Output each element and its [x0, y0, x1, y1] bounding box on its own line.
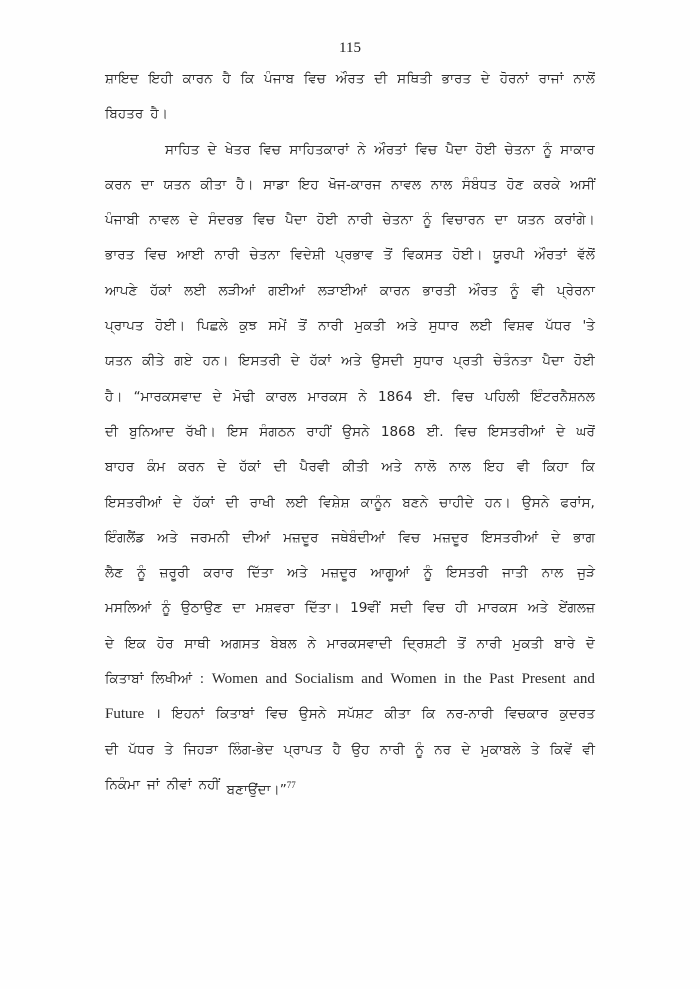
text-line: ਬਾਹਰ ਕੰਮ ਕਰਨ ਦੇ ਹੱਕਾਂ ਦੀ ਪੈਰਵੀ ਕੀਤੀ ਅਤੇ ਨਾਲੋ ਨਾਲ ਇਹ ਵੀ ਕਿਹਾ ਕਿ: [105, 459, 595, 476]
text-line: ਆਪਣੇ ਹੱਕਾਂ ਲਈ ਲੜੀਆਂ ਗਈਆਂ ਲੜਾਈਆਂ ਕਾਰਨ ਭਾਰਤੀ ਔਰਤ ਨੂੰ ਵੀ ਪ੍ਰੇਰਨਾ: [105, 282, 595, 299]
page-number: 115: [339, 40, 361, 56]
text-line: ਇੰਗਲੈਂਡ ਅਤੇ ਜਰਮਨੀ ਦੀਆਂ ਮਜ਼ਦੂਰ ਜਥੇਬੰਦੀਆਂ ਵਿਚ ਮਜ਼ਦੂਰ ਇਸਤਰੀਆਂ ਦੇ ਭਾਗ: [105, 529, 595, 546]
text-line: ਮਸਲਿਆਂ ਨੂੰ ਉਠਾਉਣ ਦਾ ਮਸ਼ਵਰਾ ਦਿੱਤਾ। 19ਵੀਂ ਸਦੀ ਵਿਚ ਹੀ ਮਾਰਕਸ ਅਤੇ ਏਂਗਲਜ਼: [105, 600, 595, 617]
text-line: ਲੈਣ ਨੂੰ ਜ਼ਰੂਰੀ ਕਰਾਰ ਦਿੱਤਾ ਅਤੇ ਮਜ਼ਦੂਰ ਆਗੂਆਂ ਨੂੰ ਇਸਤਰੀ ਜਾਤੀ ਨਾਲ ਜੁੜੇ: [105, 565, 595, 582]
text-line: ਬਿਹਤਰ ਹੈ।: [105, 106, 168, 123]
text-line: ਹੈ। “ਮਾਰਕਸਵਾਦ ਦੇ ਮੋਢੀ ਕਾਰਲ ਮਾਰਕਸ ਨੇ 1864 ਈ. ਵਿਚ ਪਹਿਲੀ ਇੰਟਰਨੈਸ਼ਨਲ: [105, 388, 595, 405]
paragraph: [105, 133, 595, 804]
text-line: ਯਤਨ ਕੀਤੇ ਗਏ ਹਨ। ਇਸਤਰੀ ਦੇ ਹੱਕਾਂ ਅਤੇ ਉਸਦੀ ਸੁਧਾਰ ਪ੍ਰਤੀ ਚੇਤੰਨਤਾ ਪੈਦਾ ਹੋਈ: [105, 353, 595, 370]
text-line: ਨਿਕੰਮਾ ਜਾਂ ਨੀਵਾਂ ਨਹੀਂ ਬਣਾਉਂਦਾ।”$^{77}$: [105, 776, 296, 798]
text-line: ਕਰਨ ਦਾ ਯਤਨ ਕੀਤਾ ਹੈ। ਸਾਡਾ ਇਹ ਖੋਜ-ਕਾਰਜ ਨਾਵਲ ਨਾਲ ਸੰਬੰਧਤ ਹੋਣ ਕਰਕੇ ਅਸੀਂ: [105, 176, 595, 193]
paragraph: [105, 62, 595, 133]
text-line: ਪੰਜਾਬੀ ਨਾਵਲ ਦੇ ਸੰਦਰਭ ਵਿਚ ਪੈਦਾ ਹੋਈ ਨਾਰੀ ਚੇਤਨਾ ਨੂੰ ਵਿਚਾਰਨ ਦਾ ਯਤਨ ਕਰਾਂਗੇ।: [105, 212, 595, 229]
text-line: ਪ੍ਰਾਪਤ ਹੋਈ। ਪਿਛਲੇ ਕੁਝ ਸਮੇਂ ਤੋਂ ਨਾਰੀ ਮੁਕਤੀ ਅਤੇ ਸੁਧਾਰ ਲਈ ਵਿਸ਼ਵ ਪੱਧਰ 'ਤੇ: [105, 318, 595, 335]
text-line: Future । ਇਹਨਾਂ ਕਿਤਾਬਾਂ ਵਿਚ ਉਸਨੇ ਸਪੱਸ਼ਟ ਕੀਤਾ ਕਿ ਨਰ-ਨਾਰੀ ਵਿਚਕਾਰ ਕੁਦਰਤ: [105, 706, 595, 723]
body-text: [105, 62, 595, 803]
text-line: ਦੀ ਬੁਨਿਆਦ ਰੱਖੀ। ਇਸ ਸੰਗਠਨ ਰਾਹੀਂ ਉਸਨੇ 1868 ਈ. ਵਿਚ ਇਸਤਰੀਆਂ ਦੇ ਘਰੋਂ: [105, 423, 595, 440]
text-line: ਸਾਹਿਤ ਦੇ ਖੇਤਰ ਵਿਚ ਸਾਹਿਤਕਾਰਾਂ ਨੇ ਔਰਤਾਂ ਵਿਚ ਪੈਦਾ ਹੋਈ ਚੇਤਨਾ ਨੂੰ ਸਾਕਾਰ: [165, 141, 595, 158]
text-line: ਕਿਤਾਬਾਂ ਲਿਖੀਆਂ : Women and Socialism and Women in the Past Present and: [105, 671, 595, 688]
text-line: ਸ਼ਾਇਦ ਇਹੀ ਕਾਰਨ ਹੈ ਕਿ ਪੰਜਾਬ ਵਿਚ ਔਰਤ ਦੀ ਸਥਿਤੀ ਭਾਰਤ ਦੇ ਹੋਰਨਾਂ ਰਾਜਾਂ ਨਾਲੋਂ: [105, 71, 595, 87]
text-line: ਭਾਰਤ ਵਿਚ ਆਈ ਨਾਰੀ ਚੇਤਨਾ ਵਿਦੇਸ਼ੀ ਪ੍ਰਭਾਵ ਤੋਂ ਵਿਕਸਤ ਹੋਈ। ਯੂਰਪੀ ਔਰਤਾਂ ਵੱਲੋਂ: [105, 247, 595, 264]
text-line: ਦੇ ਇਕ ਹੋਰ ਸਾਥੀ ਅਗਸਤ ਬੇਬਲ ਨੇ ਮਾਰਕਸਵਾਦੀ ਦ੍ਰਿਸ਼ਟੀ ਤੋਂ ਨਾਰੀ ਮੁਕਤੀ ਬਾਰੇ ਦੋ: [105, 635, 595, 652]
text-line: ਦੀ ਪੱਧਰ ਤੇ ਜਿਹੜਾ ਲਿੰਗ-ਭੇਦ ਪ੍ਰਾਪਤ ਹੈ ਉਹ ਨਾਰੀ ਨੂੰ ਨਰ ਦੇ ਮੁਕਾਬਲੇ ਤੇ ਕਿਵੇਂ ਵੀ: [105, 741, 595, 758]
text-line: ਇਸਤਰੀਆਂ ਦੇ ਹੱਕਾਂ ਦੀ ਰਾਖੀ ਲਈ ਵਿਸ਼ੇਸ਼ ਕਾਨੂੰਨ ਬਣਨੇ ਚਾਹੀਦੇ ਹਨ। ਉਸਨੇ ਫਰਾਂਸ,: [105, 494, 595, 511]
footnote-marker: 77: [286, 779, 296, 790]
